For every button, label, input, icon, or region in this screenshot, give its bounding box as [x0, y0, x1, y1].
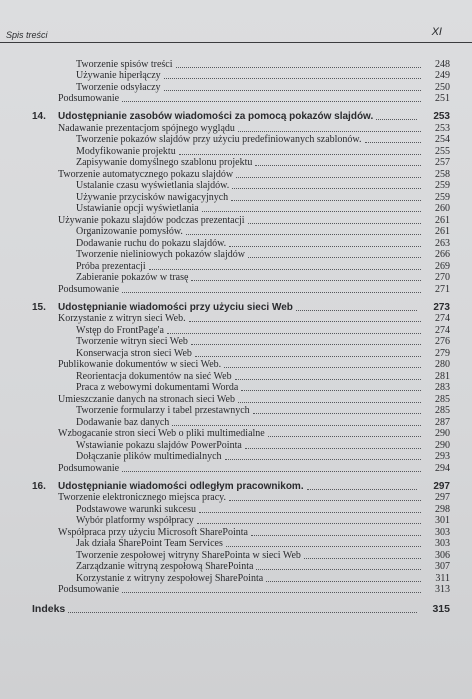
toc-entry-page: 285 — [435, 393, 450, 405]
toc-subsection — [0, 416, 472, 428]
dot-leader — [164, 90, 421, 91]
toc-subsection — [0, 157, 472, 169]
toc-entry-title: Tworzenie elektronicznego miejsca pracy. — [58, 492, 227, 503]
toc-entry-page: 298 — [435, 503, 450, 515]
toc-entry-title: Praca z webowymi dokumentami Worda — [76, 382, 239, 393]
toc-entry-page: 297 — [435, 492, 450, 503]
toc-subsection — [0, 58, 472, 70]
dot-leader — [248, 257, 421, 258]
dot-leader — [238, 402, 421, 403]
dot-leader — [365, 142, 422, 143]
toc-entry-title: Używanie przycisków nawigacyjnych — [76, 191, 229, 203]
dot-leader — [195, 356, 421, 357]
toc-subsection — [0, 538, 472, 550]
toc-subsection — [0, 549, 472, 561]
toc-section — [0, 168, 472, 180]
toc-entry-page: 280 — [435, 359, 450, 370]
toc-subsection — [0, 237, 472, 249]
toc-entry-title: Próba prezentacji — [76, 260, 146, 272]
dot-leader — [241, 390, 421, 391]
toc-subsection — [0, 503, 472, 515]
toc-entry-title: Podsumowanie — [58, 93, 120, 104]
toc-entry-title: Dołączanie plików multimedialnych — [76, 451, 222, 462]
toc-subsection — [0, 260, 472, 272]
toc-entry-page: 283 — [435, 382, 450, 393]
toc-entry-title: Podstawowe warunki sukcesu — [76, 503, 196, 515]
dot-leader — [229, 500, 421, 501]
toc-entry-page: 263 — [435, 237, 450, 249]
toc-subsection — [0, 451, 472, 463]
toc-entry-page: 285 — [435, 405, 450, 416]
dot-leader — [189, 321, 421, 322]
toc-entry-title: Udostępnianie zasobów wiadomości za pomocą pokazów slajdów. — [58, 111, 374, 122]
index-page: 315 — [432, 603, 450, 615]
toc-subsection — [0, 272, 472, 284]
dot-leader — [248, 223, 421, 224]
toc-section — [0, 526, 472, 538]
dot-leader — [255, 165, 421, 166]
toc-entry-title: Tworzenie pokazów slajdów przy użyciu predefiniowanych szablonów. — [76, 134, 362, 145]
toc-section — [0, 122, 472, 134]
toc-entry-title: Tworzenie witryn sieci Web — [76, 336, 188, 347]
toc-subsection — [0, 145, 472, 157]
table-of-contents — [0, 58, 472, 615]
toc-entry-page: 301 — [435, 515, 450, 526]
dot-leader — [122, 471, 421, 472]
toc-entry-page: 306 — [435, 549, 450, 561]
toc-entry-page: 266 — [435, 249, 450, 260]
dot-leader — [296, 310, 417, 311]
toc-entry-page: 274 — [435, 313, 450, 324]
toc-subsection — [0, 134, 472, 146]
toc-entry-title: Korzystanie z witryny zespołowej SharePointa — [76, 572, 264, 584]
toc-entry-title: Tworzenie spisów treści — [76, 58, 173, 70]
toc-entry-page: 251 — [435, 93, 450, 104]
toc-entry-page: 287 — [435, 416, 450, 428]
dot-leader — [251, 535, 421, 536]
chapter-number: 14. — [32, 111, 46, 122]
dot-leader — [253, 413, 421, 414]
toc-entry-title: Tworzenie zespołowej witryny SharePointa w sieci Web — [76, 549, 301, 561]
toc-entry-page: 281 — [435, 370, 450, 382]
dot-leader — [167, 333, 421, 334]
toc-entry-page: 255 — [435, 145, 450, 157]
index-title: Indeks — [32, 603, 66, 615]
toc-subsection — [0, 191, 472, 203]
dot-leader — [304, 558, 421, 559]
dot-leader — [226, 546, 421, 547]
dot-leader — [68, 612, 417, 613]
toc-entry-title: Ustawianie opcji wyświetlania — [76, 203, 199, 214]
toc-entry-title: Reorientacja dokumentów na sieć Web — [76, 370, 232, 382]
dot-leader — [149, 269, 421, 270]
dot-leader — [186, 234, 421, 235]
toc-chapter — [0, 109, 472, 122]
toc-entry-page: 273 — [433, 301, 450, 313]
toc-chapter — [0, 300, 472, 313]
toc-subsection — [0, 81, 472, 93]
page-header — [0, 22, 472, 43]
dot-leader — [224, 367, 421, 368]
toc-entry-page: 254 — [435, 134, 450, 145]
toc-entry-page: 258 — [435, 168, 450, 180]
toc-entry-page: 261 — [435, 226, 450, 237]
toc-entry-page: 257 — [435, 157, 450, 168]
dot-leader — [229, 246, 421, 247]
toc-entry-title: Tworzenie automatycznego pokazu slajdów — [58, 168, 234, 180]
toc-subsection — [0, 203, 472, 215]
dot-leader — [202, 211, 421, 212]
toc-entry-title: Ustalanie czasu wyświetlania slajdów. — [76, 180, 230, 191]
dot-leader — [191, 280, 421, 281]
toc-section — [0, 359, 472, 371]
page-number: XI — [431, 26, 442, 38]
toc-entry-title: Wstęp do FrontPage'a — [76, 324, 164, 336]
toc-entry-title: Modyfikowanie projektu — [76, 145, 176, 157]
toc-entry-title: Wzbogacanie stron sieci Web o pliki multimedialne — [58, 428, 265, 439]
toc-entry-page: 290 — [435, 439, 450, 451]
toc-subsection — [0, 226, 472, 238]
toc-section — [0, 93, 472, 105]
toc-entry-page: 290 — [435, 428, 450, 439]
toc-subsection — [0, 515, 472, 527]
toc-entry-title: Publikowanie dokumentów w sieci Web. — [58, 359, 222, 370]
dot-leader — [199, 512, 421, 513]
toc-entry-title: Podsumowanie — [58, 283, 120, 295]
toc-entry-title: Zapisywanie domyślnego szablonu projektu — [76, 157, 253, 168]
toc-entry-title: Nadawanie prezentacjom spójnego wyglądu — [58, 122, 235, 134]
toc-entry-title: Udostępnianie wiadomości odległym pracownikom. — [58, 480, 304, 492]
dot-leader — [232, 188, 421, 189]
toc-entry-page: 293 — [435, 451, 450, 462]
toc-entry-page: 276 — [435, 336, 450, 347]
toc-entry-page: 269 — [435, 260, 450, 272]
toc-entry-page: 271 — [435, 283, 450, 295]
dot-leader — [376, 119, 417, 120]
toc-entry-title: Tworzenie nieliniowych pokazów slajdów — [76, 249, 245, 260]
toc-section — [0, 283, 472, 295]
toc-subsection — [0, 382, 472, 394]
toc-entry-title: Konserwacja stron sieci Web — [76, 347, 192, 359]
toc-section — [0, 428, 472, 440]
toc-entry-title: Udostępnianie wiadomości przy użyciu sieci Web — [58, 301, 293, 313]
dot-leader — [191, 344, 421, 345]
dot-leader — [245, 448, 421, 449]
toc-subsection — [0, 572, 472, 584]
toc-entry-page: 303 — [435, 538, 450, 549]
dot-leader — [164, 78, 421, 79]
toc-entry-title: Korzystanie z witryn sieci Web. — [58, 313, 186, 324]
toc-entry-title: Tworzenie odsyłaczy — [76, 81, 161, 93]
dot-leader — [197, 523, 421, 524]
toc-subsection — [0, 70, 472, 82]
toc-entry-title: Jak działa SharePoint Team Services — [76, 538, 223, 549]
dot-leader — [307, 489, 417, 490]
dot-leader — [266, 581, 421, 582]
toc-entry-page: 311 — [435, 572, 450, 584]
running-head: Spis treści — [6, 30, 48, 40]
dot-leader — [122, 101, 421, 102]
toc-entry-page: 249 — [435, 70, 450, 81]
toc-entry-page: 250 — [435, 81, 450, 93]
toc-entry-title: Współpraca przy użyciu Microsoft SharePointa — [58, 526, 248, 538]
toc-entry-title: Podsumowanie — [58, 584, 120, 595]
toc-entry-title: Używanie hiperłączy — [76, 70, 161, 81]
toc-entry-page: 259 — [435, 191, 450, 203]
dot-leader — [179, 154, 421, 155]
toc-entry-title: Organizowanie pomysłów. — [76, 226, 183, 237]
toc-entry-page: 303 — [435, 526, 450, 538]
toc-entry-title: Tworzenie formularzy i tabel przestawnych — [76, 405, 250, 416]
toc-entry-page: 253 — [435, 122, 450, 134]
toc-subsection — [0, 405, 472, 417]
toc-chapter — [0, 479, 472, 492]
toc-subsection — [0, 439, 472, 451]
toc-entry-title: Zabieranie pokazów w trasę — [76, 272, 189, 283]
toc-section — [0, 584, 472, 596]
toc-entry-page: 270 — [435, 272, 450, 283]
toc-entry-page: 274 — [435, 324, 450, 336]
dot-leader — [172, 425, 421, 426]
toc-entry-title: Wybór platformy współpracy — [76, 515, 194, 526]
toc-section — [0, 313, 472, 325]
toc-entry-title: Używanie pokazu slajdów podczas prezentacji — [58, 214, 245, 226]
dot-leader — [235, 379, 421, 380]
dot-leader — [122, 592, 421, 593]
toc-subsection — [0, 324, 472, 336]
toc-entry-page: 313 — [435, 584, 450, 595]
toc-entry-page: 294 — [435, 462, 450, 474]
dot-leader — [231, 200, 421, 201]
toc-subsection — [0, 347, 472, 359]
chapter-number: 15. — [32, 301, 46, 313]
toc-subsection — [0, 561, 472, 573]
toc-entry-title: Dodawanie ruchu do pokazu slajdów. — [76, 237, 227, 249]
toc-section — [0, 214, 472, 226]
toc-section — [0, 393, 472, 405]
toc-subsection — [0, 370, 472, 382]
toc-subsection — [0, 249, 472, 261]
toc-entry-page: 253 — [433, 111, 450, 122]
dot-leader — [238, 131, 421, 132]
toc-entry-page: 260 — [435, 203, 450, 214]
toc-entry-title: Wstawianie pokazu slajdów PowerPointa — [76, 439, 242, 451]
dot-leader — [122, 292, 421, 293]
toc-subsection — [0, 336, 472, 348]
dot-leader — [268, 436, 421, 437]
toc-entry-page: 261 — [435, 214, 450, 226]
toc-entry-page: 259 — [435, 180, 450, 191]
toc-entry-title: Dodawanie baz danych — [76, 416, 170, 428]
toc-entry-title: Podsumowanie — [58, 462, 120, 474]
toc-section — [0, 462, 472, 474]
toc-index — [0, 601, 472, 615]
toc-entry-page: 307 — [435, 561, 450, 572]
toc-entry-title: Zarządzanie witryną zespołową SharePointa — [76, 561, 254, 572]
dot-leader — [176, 67, 422, 68]
toc-subsection — [0, 180, 472, 192]
dot-leader — [256, 569, 421, 570]
toc-entry-page: 248 — [435, 58, 450, 70]
dot-leader — [225, 459, 421, 460]
toc-entry-page: 279 — [435, 347, 450, 359]
toc-entry-title: Umieszczanie danych na stronach sieci Web — [58, 393, 235, 405]
chapter-number: 16. — [32, 480, 46, 492]
toc-entry-page: 297 — [433, 480, 450, 492]
toc-section — [0, 492, 472, 504]
dot-leader — [236, 177, 421, 178]
